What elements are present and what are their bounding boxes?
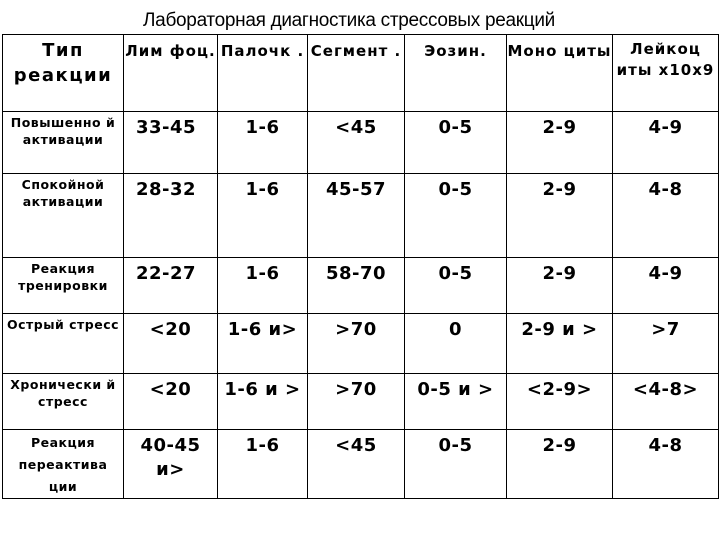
value-cell bbox=[124, 430, 218, 499]
value-cell bbox=[507, 174, 613, 258]
cell-value: <4-8> bbox=[632, 379, 699, 400]
row-label-cell bbox=[3, 112, 124, 174]
row-label: Повышенно й активации bbox=[10, 115, 116, 147]
cell-value: 2-9 и > bbox=[521, 319, 598, 340]
cell-value: 4-8 bbox=[648, 435, 683, 456]
value-cell bbox=[507, 314, 613, 374]
cell-value: 0-5 и > bbox=[417, 379, 494, 400]
row-label-cell bbox=[3, 314, 124, 374]
header-cell-lymph bbox=[124, 35, 218, 112]
header-label: Эозин. bbox=[424, 42, 487, 60]
cell-value: 4-8 bbox=[648, 179, 683, 200]
table-row bbox=[3, 258, 719, 314]
header-label: Тип реакции bbox=[13, 40, 113, 86]
value-cell bbox=[613, 174, 719, 258]
value-cell bbox=[507, 430, 613, 499]
cell-value: <2-9> bbox=[526, 379, 593, 400]
value-cell bbox=[124, 112, 218, 174]
cell-value: <45 bbox=[335, 435, 377, 456]
cell-value: 1-6 и> bbox=[227, 319, 298, 340]
row-label: Хронически й стресс bbox=[10, 377, 116, 409]
cell-value: 40-45 и> bbox=[140, 435, 201, 480]
value-cell bbox=[405, 374, 507, 430]
value-cell bbox=[218, 374, 308, 430]
row-label: Спокойной активации bbox=[21, 177, 105, 209]
cell-value: 1-6 и > bbox=[224, 379, 301, 400]
cell-value: 0-5 bbox=[438, 179, 473, 200]
value-cell bbox=[405, 258, 507, 314]
value-cell bbox=[124, 258, 218, 314]
cell-value: 1-6 bbox=[245, 435, 280, 456]
value-cell bbox=[218, 112, 308, 174]
cell-value: 1-6 bbox=[245, 263, 280, 284]
value-cell bbox=[507, 112, 613, 174]
value-cell bbox=[507, 258, 613, 314]
value-cell bbox=[613, 112, 719, 174]
value-cell bbox=[124, 374, 218, 430]
cell-value: 2-9 bbox=[542, 117, 577, 138]
value-cell bbox=[308, 430, 405, 499]
value-cell bbox=[124, 174, 218, 258]
value-cell bbox=[613, 258, 719, 314]
header-label: Лейкоц иты х10х9 bbox=[616, 40, 715, 79]
value-cell bbox=[218, 174, 308, 258]
header-label: Лим фоц. bbox=[125, 42, 216, 60]
row-label: Острый стресс bbox=[6, 317, 120, 332]
cell-value: 0-5 bbox=[438, 263, 473, 284]
value-cell bbox=[613, 374, 719, 430]
header-label: Сегмент . bbox=[310, 42, 402, 60]
cell-value: 4-9 bbox=[648, 117, 683, 138]
value-cell bbox=[218, 314, 308, 374]
cell-value: <20 bbox=[149, 379, 192, 400]
value-cell bbox=[405, 174, 507, 258]
cell-value: 2-9 bbox=[542, 435, 577, 456]
row-label-cell bbox=[3, 258, 124, 314]
header-cell-mono bbox=[507, 35, 613, 112]
row-label-cell bbox=[3, 174, 124, 258]
cell-value: 45-57 bbox=[325, 179, 387, 200]
cell-value: 0-5 bbox=[438, 117, 473, 138]
value-cell bbox=[507, 374, 613, 430]
page-title: Лабораторная диагностика стрессовых реакций bbox=[143, 10, 555, 31]
row-label: Реакция тренировки bbox=[18, 261, 108, 293]
value-cell bbox=[218, 258, 308, 314]
value-cell bbox=[613, 314, 719, 374]
value-cell bbox=[405, 430, 507, 499]
cell-value: >7 bbox=[651, 319, 680, 340]
header-cell-segment bbox=[308, 35, 405, 112]
value-cell bbox=[405, 314, 507, 374]
cell-value: 28-32 bbox=[136, 179, 197, 200]
cell-value: 22-27 bbox=[136, 263, 197, 284]
value-cell bbox=[308, 374, 405, 430]
header-label: Палочк . bbox=[220, 42, 305, 60]
cell-value: >70 bbox=[335, 319, 377, 340]
cell-value: >70 bbox=[335, 379, 377, 400]
header-cell-band bbox=[218, 35, 308, 112]
table-row bbox=[3, 314, 719, 374]
value-cell bbox=[308, 174, 405, 258]
value-cell bbox=[308, 258, 405, 314]
cell-value: <45 bbox=[335, 117, 377, 138]
header-label: Моно циты bbox=[507, 42, 612, 60]
cell-value: 2-9 bbox=[542, 179, 577, 200]
table-row bbox=[3, 430, 719, 499]
value-cell bbox=[308, 112, 405, 174]
table-row bbox=[3, 112, 719, 174]
cell-value: 1-6 bbox=[245, 117, 280, 138]
row-label: Реакция переактива ции bbox=[18, 435, 108, 494]
value-cell bbox=[405, 112, 507, 174]
table-row bbox=[3, 374, 719, 430]
cell-value: <20 bbox=[149, 319, 192, 340]
header-cell-eosin bbox=[405, 35, 507, 112]
cell-value: 4-9 bbox=[648, 263, 683, 284]
row-label-cell bbox=[3, 374, 124, 430]
cell-value: 2-9 bbox=[542, 263, 577, 284]
value-cell bbox=[308, 314, 405, 374]
cell-value: 58-70 bbox=[325, 263, 387, 284]
cell-value: 33-45 bbox=[136, 117, 197, 138]
value-cell bbox=[124, 314, 218, 374]
value-cell bbox=[613, 430, 719, 499]
value-cell bbox=[218, 430, 308, 499]
cell-value: 1-6 bbox=[245, 179, 280, 200]
table-header-row bbox=[3, 35, 719, 112]
row-label-cell bbox=[3, 430, 124, 499]
cell-value: 0 bbox=[448, 319, 463, 340]
table-row bbox=[3, 174, 719, 258]
diagnostics-table bbox=[2, 34, 719, 499]
header-cell-type bbox=[3, 35, 124, 112]
header-cell-leuko bbox=[613, 35, 719, 112]
cell-value: 0-5 bbox=[438, 435, 473, 456]
